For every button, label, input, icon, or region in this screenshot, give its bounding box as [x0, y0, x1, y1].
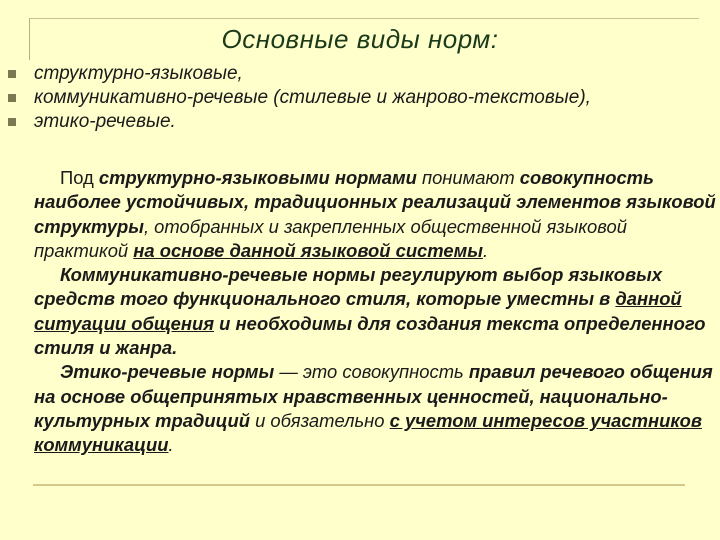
paragraph-ethical: Этико-речевые нормы — это совокупность правил речевого общения на основе общепринятых нравственных ценностей, национально-культурных традиций и обязательно с учетом интересов участников коммуникации. [34, 361, 713, 456]
norms-list [8, 62, 591, 134]
list-item: коммуникативно-речевые (стилевые и жанрово-текстовые), [8, 86, 591, 110]
frame-bottom-line [33, 484, 685, 486]
square-bullet-icon [8, 70, 16, 78]
frame-top-line [29, 18, 699, 19]
paragraph-structural: Под структурно-языковыми нормами понимают совокупность наиболее устойчивых, традиционных реализаций элементов языковой структуры, отобранных и закрепленных общественной языковой практикой на основе данной языковой системы. [34, 167, 716, 261]
square-bullet-icon [8, 94, 16, 102]
paragraph-communicative: Коммуникативно-речевые нормы регулируют выбор языковых средств того функционального стиля, которые уместны в данной ситуации общения и необходимы для создания текста определенного стиля и жанра. [34, 264, 706, 359]
list-item: этико-речевые. [8, 110, 591, 134]
body-text [34, 166, 718, 458]
slide-title: Основные виды норм: [221, 24, 499, 54]
square-bullet-icon [8, 118, 16, 126]
list-item: структурно-языковые, [8, 62, 591, 86]
